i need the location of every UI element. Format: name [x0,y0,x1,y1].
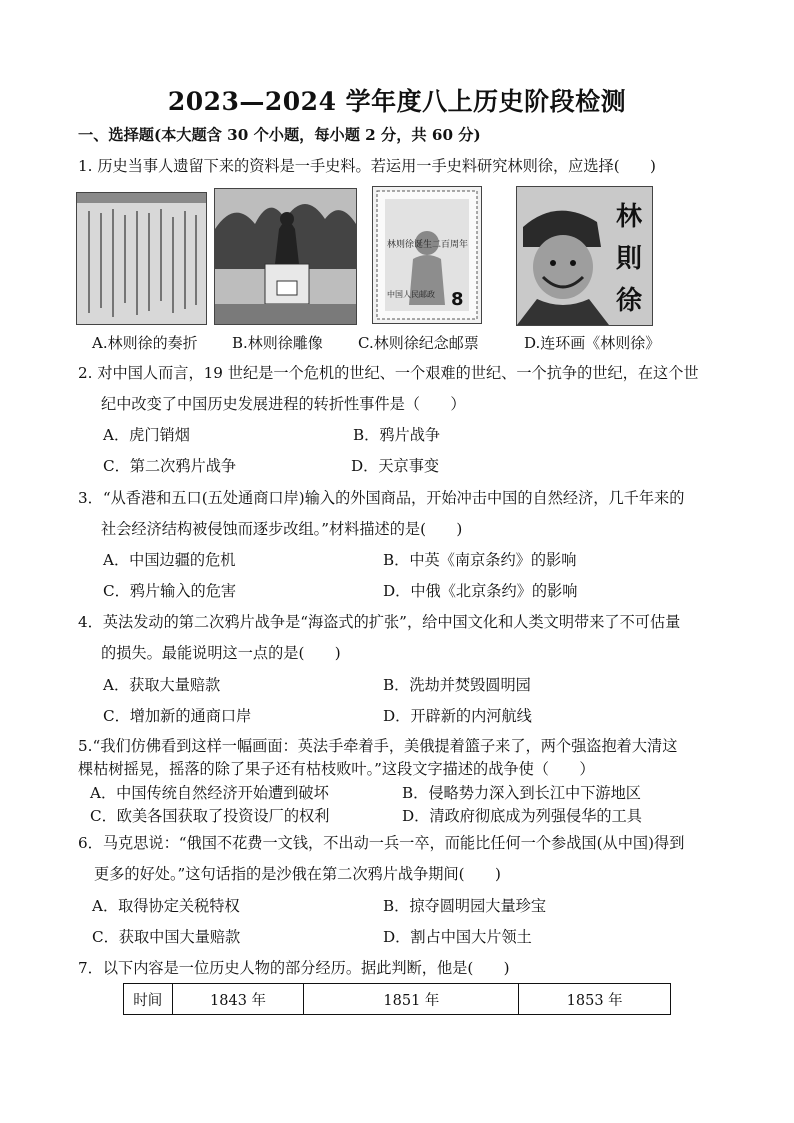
q1-option-b[interactable]: B.林则徐雕像 [232,334,323,352]
q3-option-b[interactable]: B．中英《南京条约》的影响 [383,551,577,569]
q1-option-c[interactable]: C.林则徐纪念邮票 [358,334,479,352]
q6-option-a[interactable]: A．取得协定关税特权 [92,897,240,915]
q3-option-c[interactable]: C．鸦片输入的危害 [103,582,237,600]
q6-option-c[interactable]: C．获取中国大量赔款 [92,928,241,946]
question-2-stem-line-2: 纪中改变了中国历史发展进程的转折性事件是（ ） [101,395,466,413]
stamp-value-text: 8 [451,289,464,310]
q3-option-d[interactable]: D．中俄《北京条约》的影响 [383,582,578,600]
question-7-table [123,983,671,1015]
table-row [124,984,671,1015]
q5-option-a[interactable]: A．中国传统自然经济开始遭到破坏 [90,784,329,802]
q6-option-d[interactable]: D．割占中国大片领土 [383,928,532,946]
comic-title-char-2: 則 [615,244,643,274]
question-4-stem-line-1: 4．英法发动的第二次鸦片战争是“海盗式的扩张”，给中国文化和人类文明带来了不可估量 [78,613,681,631]
q1-option-d[interactable]: D.连环画《林则徐》 [524,334,661,352]
q6-option-b[interactable]: B．掠夺圆明园大量珍宝 [383,897,547,915]
q5-option-d[interactable]: D．清政府彻底成为列强侵华的工具 [402,807,642,825]
table-header-cell: 1851 年 [304,984,519,1015]
question-7-stem: 7．以下内容是一位历史人物的部分经历。据此判断，他是( ) [78,959,510,977]
q2-option-b[interactable]: B．鸦片战争 [353,426,441,444]
q4-option-a[interactable]: A．获取大量赔款 [103,676,221,694]
q2-option-a[interactable]: A．虎门销烟 [103,426,190,444]
page-title: 2023—2024 学年度八上历史阶段检测 [167,87,627,116]
table-header-cell: 1853 年 [519,984,671,1015]
question-6-stem-line-2: 更多的好处。”这句话指的是沙俄在第二次鸦片战争期间( ) [94,865,501,883]
section-heading: 一、选择题(本大题含 30 个小题，每小题 2 分，共 60 分) [78,126,481,144]
q5-option-b[interactable]: B．侵略势力深入到长江中下游地区 [402,784,641,802]
question-3-stem-line-2: 社会经济结构被侵蚀而逐步改组。”材料描述的是( ) [101,520,463,538]
question-3-stem-line-1: 3．“从香港和五口(五处通商口岸)输入的外国商品，开始冲击中国的自然经济，几千年来的 [78,489,685,507]
memorial-manuscript-image [76,192,207,325]
q2-option-d[interactable]: D．天京事变 [351,457,440,475]
question-5-stem-line-1: 5.“我们仿佛看到这样一幅画面：英法手牵着手，美俄提着篮子来了，两个强盗抱着大清这 [78,737,678,755]
commemorative-stamp-image [372,186,482,324]
q4-option-b[interactable]: B．洗劫并焚毁圆明园 [383,676,531,694]
stamp-postal-text: 中国人民邮政 [387,290,435,299]
question-6-stem-line-1: 6．马克思说：“俄国不花费一文钱，不出动一兵一卒，而能比任何一个参战国(从中国)得到 [78,834,685,852]
question-5-stem-line-2: 棵枯树摇晃，摇落的除了果子还有枯枝败叶。”这段文字描述的战争使（ ） [78,760,595,778]
q5-option-c[interactable]: C．欧美各国获取了投资设厂的权利 [90,807,330,825]
statue-image [214,188,357,325]
q1-option-a[interactable]: A.林则徐的奏折 [92,334,198,352]
table-header-cell: 1843 年 [172,984,304,1015]
table-header-cell: 时间 [124,984,173,1015]
question-4-stem-line-2: 的损失。最能说明这一点的是( ) [101,644,341,662]
q2-option-c[interactable]: C．第二次鸦片战争 [103,457,237,475]
comic-title-char-3: 徐 [615,286,643,316]
q4-option-d[interactable]: D．开辟新的内河航线 [383,707,532,725]
stamp-caption-text: 林则徐诞生二百周年 [387,240,469,250]
comic-cover-image [516,186,653,326]
question-2-stem-line-1: 2. 对中国人而言，19 世纪是一个危机的世纪、一个艰难的世纪、一个抗争的世纪，在这个世 [78,364,699,382]
comic-title-char-1: 林 [615,202,643,232]
question-1-stem: 1. 历史当事人遗留下来的资料是一手史料。若运用一手史料研究林则徐，应选择( ) [78,157,656,175]
q4-option-c[interactable]: C．增加新的通商口岸 [103,707,252,725]
q3-option-a[interactable]: A．中国边疆的危机 [103,551,236,569]
